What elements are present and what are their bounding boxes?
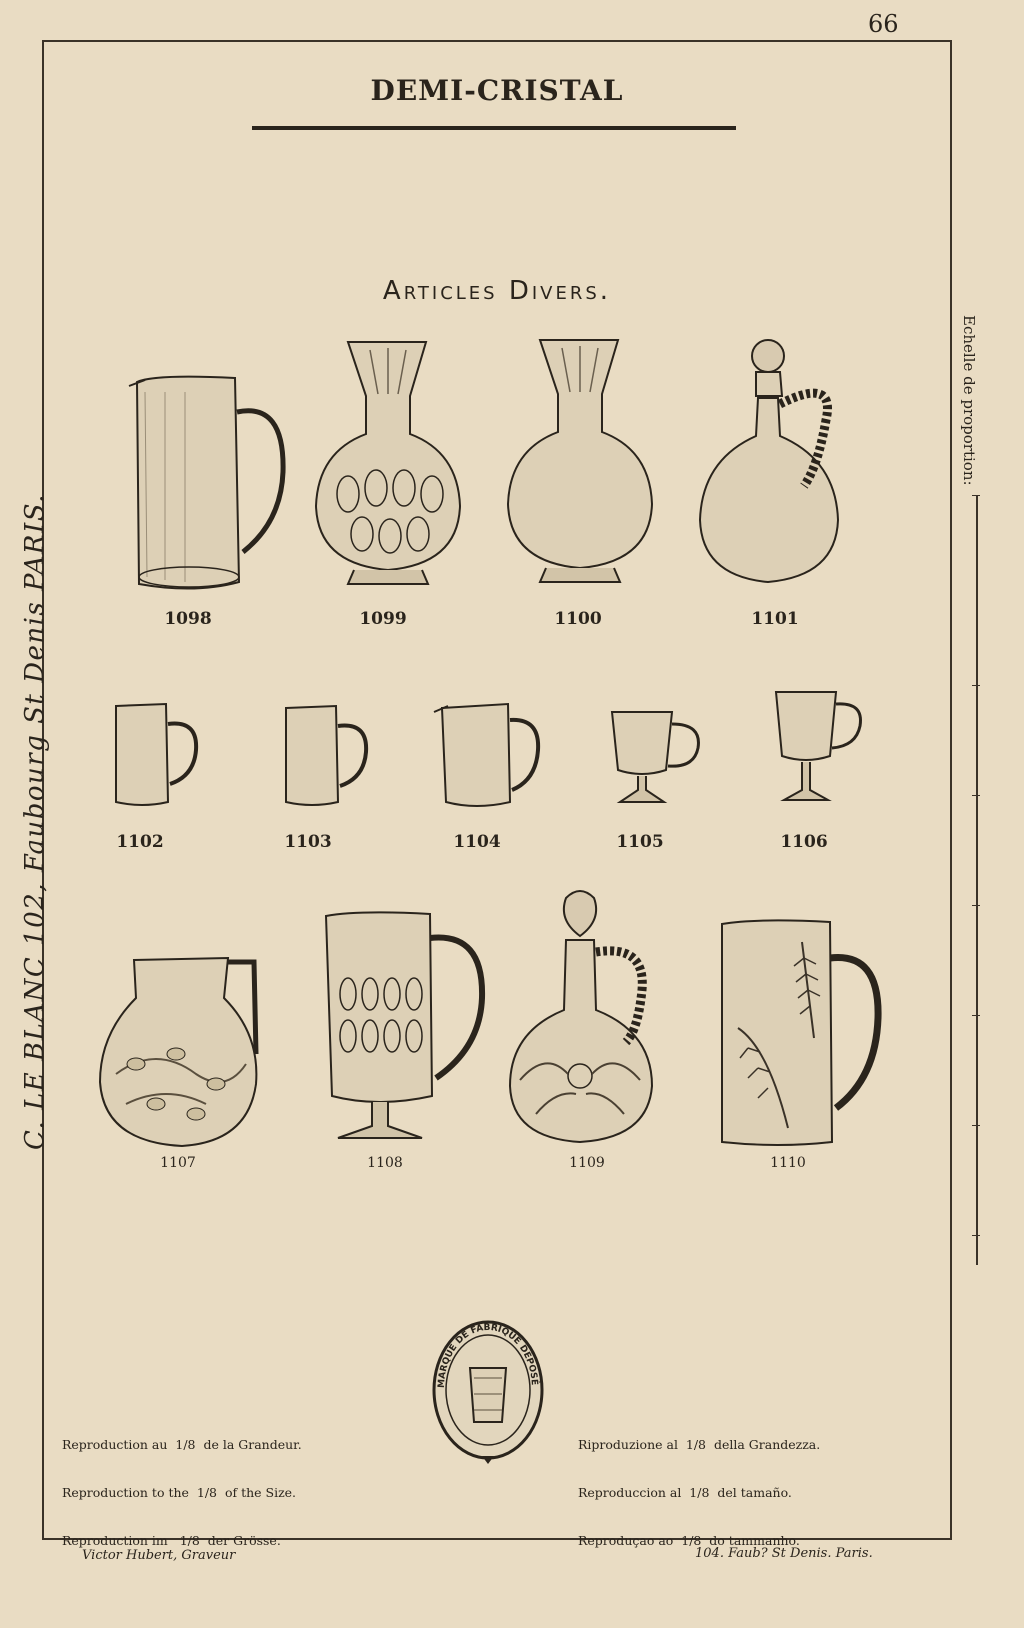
item-number: 1102 xyxy=(116,832,164,852)
scale-label: Echelle de proportion: xyxy=(960,315,978,486)
reproduction-line: Riproduzione al 1/8 della Grandezza. xyxy=(578,1437,821,1452)
item-1104-jug-illustration xyxy=(432,700,542,812)
reproduction-line: Reproduçao ao 1/8 do tammanho. xyxy=(578,1533,800,1548)
trademark-text: MARQUE DE FABRIQUE DÉPOSÉE xyxy=(426,1311,539,1389)
reproduction-notes-right xyxy=(578,1405,938,1565)
page-title: DEMI-CRISTAL xyxy=(370,74,624,107)
engraver-credit: Victor Hubert, Graveur xyxy=(82,1548,236,1563)
item-number: 1106 xyxy=(780,832,828,852)
item-1108-footed-pitcher-illustration xyxy=(318,908,486,1154)
item-number: 1105 xyxy=(616,832,664,852)
reproduction-line: Reproduction au 1/8 de la Grandeur. xyxy=(62,1437,302,1452)
item-1100-carafe-illustration xyxy=(500,334,660,590)
page-number: 66 xyxy=(868,10,899,38)
item-number: 1107 xyxy=(160,1155,196,1171)
item-number: 1108 xyxy=(367,1155,403,1171)
item-number: 1103 xyxy=(284,832,332,852)
reproduction-line: Reproduction im 1/8 der Grösse. xyxy=(62,1533,281,1548)
item-number: 1100 xyxy=(554,609,602,629)
item-number: 1098 xyxy=(164,609,212,629)
title-rule xyxy=(252,126,736,130)
item-1098-pitcher-illustration xyxy=(125,372,295,612)
section-subtitle: Articles Divers. xyxy=(382,276,612,306)
item-1106-goblet-cup-illustration xyxy=(770,686,866,808)
item-1101-decanter-illustration xyxy=(696,336,846,590)
reproduction-line: Reproduction to the 1/8 of the Size. xyxy=(62,1485,297,1500)
item-number: 1110 xyxy=(770,1155,806,1171)
trademark-seal xyxy=(426,1311,546,1468)
publisher-address: C. LE BLANC 102, Faubourg St Denis PARIS. xyxy=(20,493,50,1150)
item-1105-cup-illustration xyxy=(606,704,704,810)
item-number: 1109 xyxy=(569,1155,605,1171)
item-1103-mug-illustration xyxy=(278,702,370,810)
reproduction-notes-left xyxy=(62,1405,412,1565)
proportion-scale xyxy=(976,495,978,1265)
item-1109-engraved-decanter-illustration xyxy=(506,890,656,1148)
item-number: 1101 xyxy=(751,609,799,629)
reproduction-line: Reproduccion al 1/8 del tamaño. xyxy=(578,1485,792,1500)
item-1102-mug-illustration xyxy=(108,700,200,810)
item-number: 1099 xyxy=(359,609,407,629)
item-1099-carafe-illustration xyxy=(308,336,468,592)
item-1107-floral-jug-illustration xyxy=(96,954,266,1150)
item-number: 1104 xyxy=(453,832,501,852)
item-1110-fern-tankard-illustration xyxy=(718,918,882,1148)
footer-address: 104. Faub? St Denis. Paris. xyxy=(695,1546,873,1561)
